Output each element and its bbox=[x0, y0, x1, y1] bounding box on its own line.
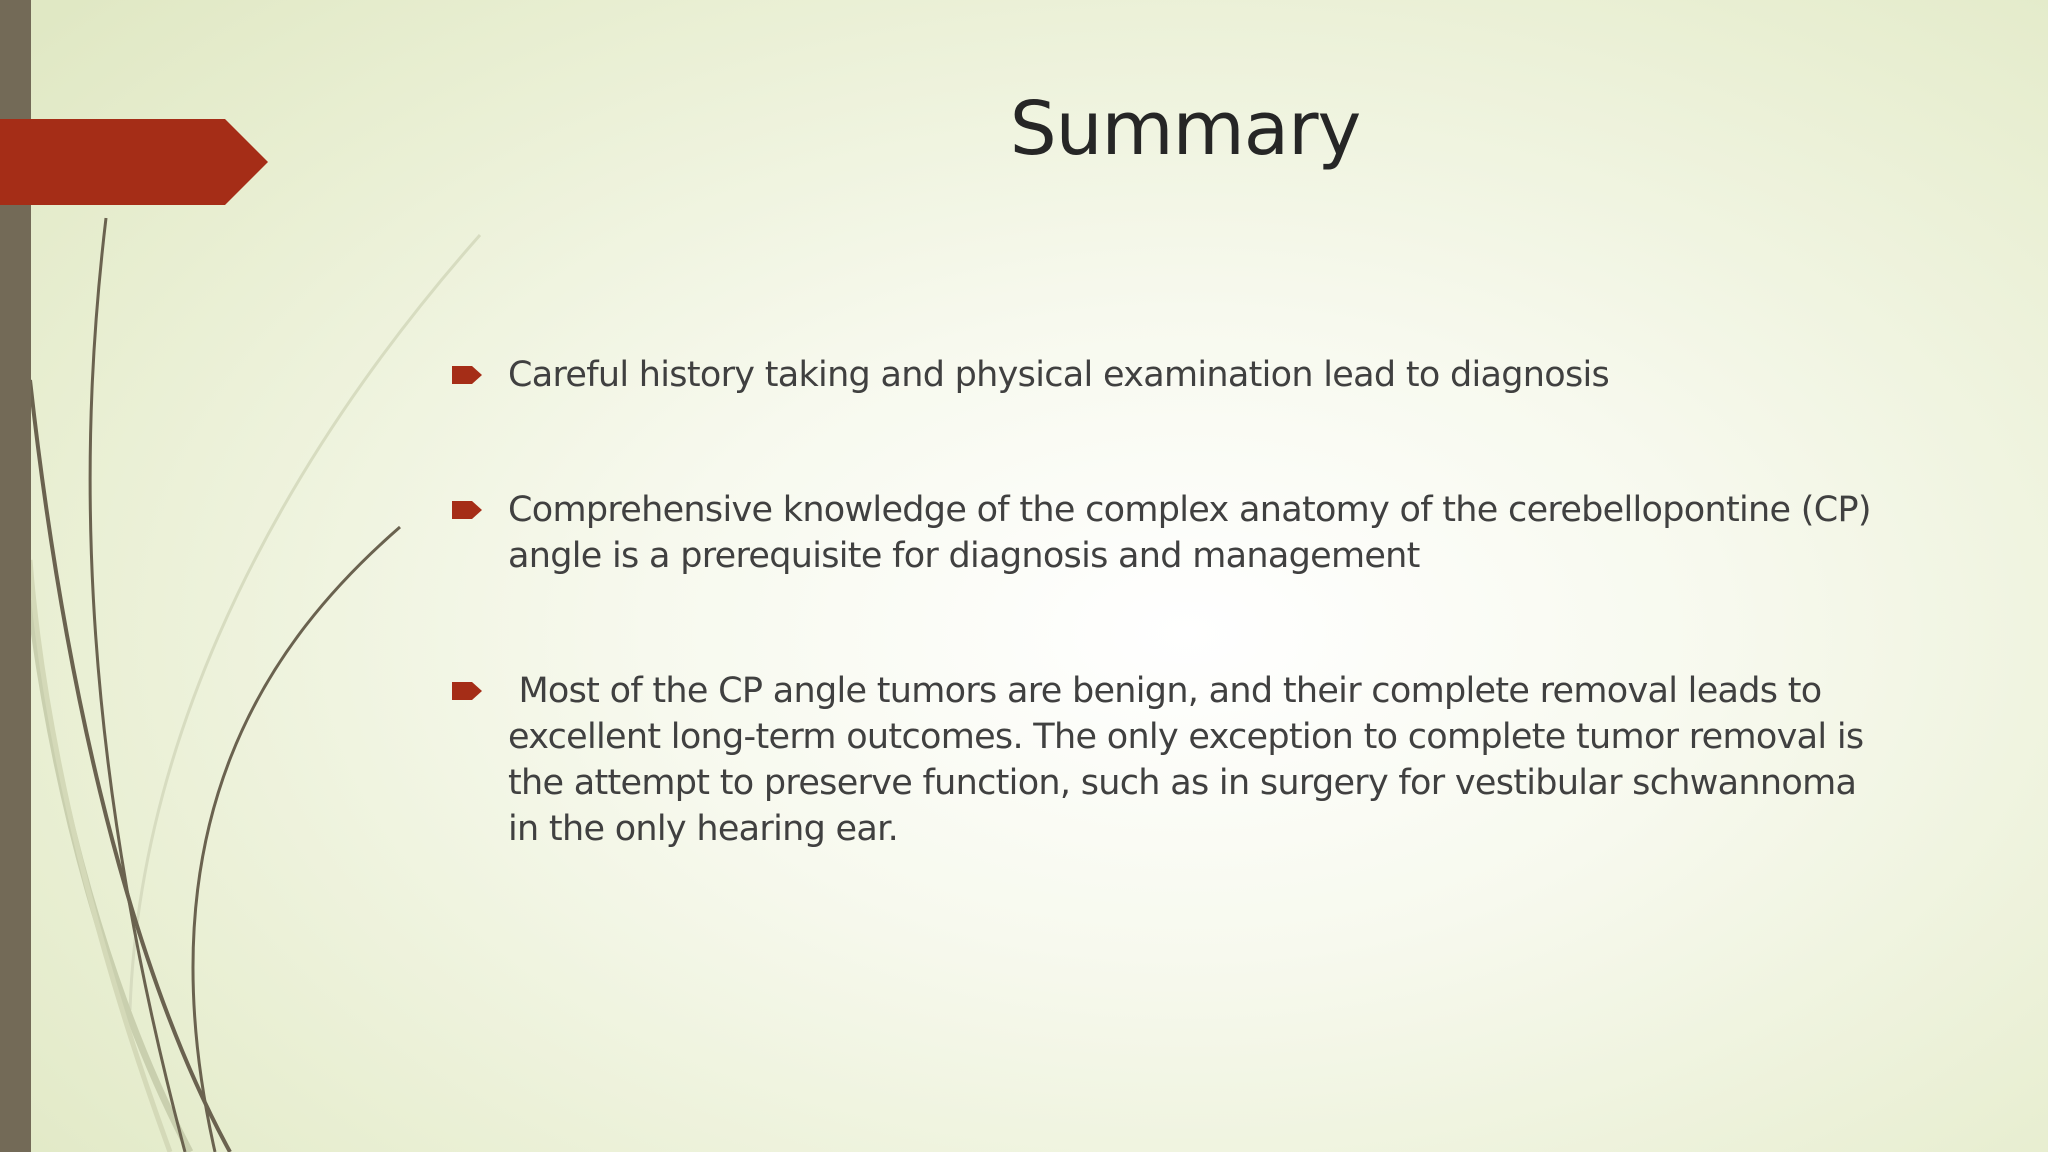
arrow-right-icon bbox=[452, 366, 482, 384]
slide-title: Summary bbox=[1009, 86, 1361, 172]
arrow-right-icon bbox=[452, 501, 482, 519]
bullet-text: Comprehensive knowledge of the complex anatomy of the cerebellopontine (CP) angle is a prerequisite for diagnosis and management bbox=[508, 490, 1871, 576]
bullet-text: Most of the CP angle tumors are benign, and their complete removal leads to excellent long-term outcomes. The only exception to complete tumor removal is the attempt to preserve function, such as in surgery for vestibular schwannoma in the only hearing ear. bbox=[508, 671, 1874, 849]
bullet-text: Careful history taking and physical examination lead to diagnosis bbox=[508, 355, 1610, 395]
banner-flag-icon bbox=[0, 119, 268, 205]
arrow-right-icon bbox=[452, 682, 482, 700]
